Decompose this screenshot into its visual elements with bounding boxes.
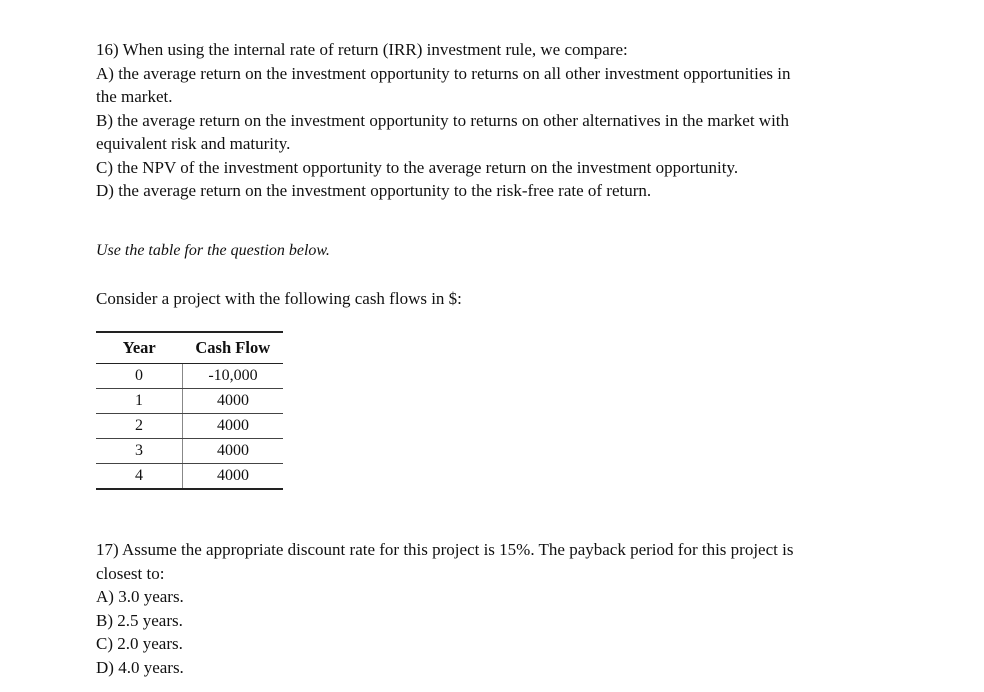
table-row [96, 414, 283, 439]
question-17-option-a: A) 3.0 years. [96, 587, 184, 606]
cash-flow-cell: 4000 [183, 464, 284, 490]
question-17-option-d: D) 4.0 years. [96, 657, 184, 677]
question-17-stem-cont: closest to: [96, 563, 165, 583]
document-page [96, 38, 916, 679]
year-cell: 2 [96, 414, 183, 439]
question-16-option-b-cont: equivalent risk and maturity. [96, 134, 291, 153]
table-row [96, 464, 283, 490]
year-header: Year [96, 332, 183, 364]
question-17-option-b: B) 2.5 years. [96, 610, 183, 630]
question-17 [96, 538, 916, 679]
cash-flow-cell: 4000 [183, 414, 284, 439]
table-header-row [96, 332, 283, 364]
cash-flow-cell: 4000 [183, 439, 284, 464]
question-16-stem: 16) When using the internal rate of return (IRR) investment rule, we compare: [96, 40, 628, 59]
cash-flow-table [96, 331, 283, 490]
question-16-option-b: B) the average return on the investment opportunity to returns on other alternatives in the market with [96, 110, 790, 130]
question-16-option-c: C) the NPV of the investment opportunity to the average return on the investment opportunity. [96, 157, 739, 177]
question-16-option-d: D) the average return on the investment opportunity to the risk-free rate of return. [96, 181, 652, 200]
cash-flow-cell: -10,000 [183, 364, 284, 389]
question-16-option-a: A) the average return on the investment opportunity to returns on all other investment opportunities in [96, 63, 791, 83]
year-cell: 0 [96, 364, 183, 389]
question-16 [96, 38, 916, 203]
year-cell: 4 [96, 464, 183, 490]
question-17-stem: 17) Assume the appropriate discount rate for this project is 15%. The payback period for this project is [96, 540, 794, 559]
year-cell: 3 [96, 439, 183, 464]
table-row [96, 439, 283, 464]
table-row [96, 389, 283, 414]
question-16-option-a-cont: the market. [96, 87, 173, 106]
year-cell: 1 [96, 389, 183, 414]
table-row [96, 364, 283, 389]
cash-flow-intro: Consider a project with the following cash flows in $: [96, 288, 462, 308]
cash-flow-header: Cash Flow [183, 332, 284, 364]
table-instruction: Use the table for the question below. [96, 241, 330, 259]
question-17-option-c: C) 2.0 years. [96, 634, 183, 653]
cash-flow-cell: 4000 [183, 389, 284, 414]
